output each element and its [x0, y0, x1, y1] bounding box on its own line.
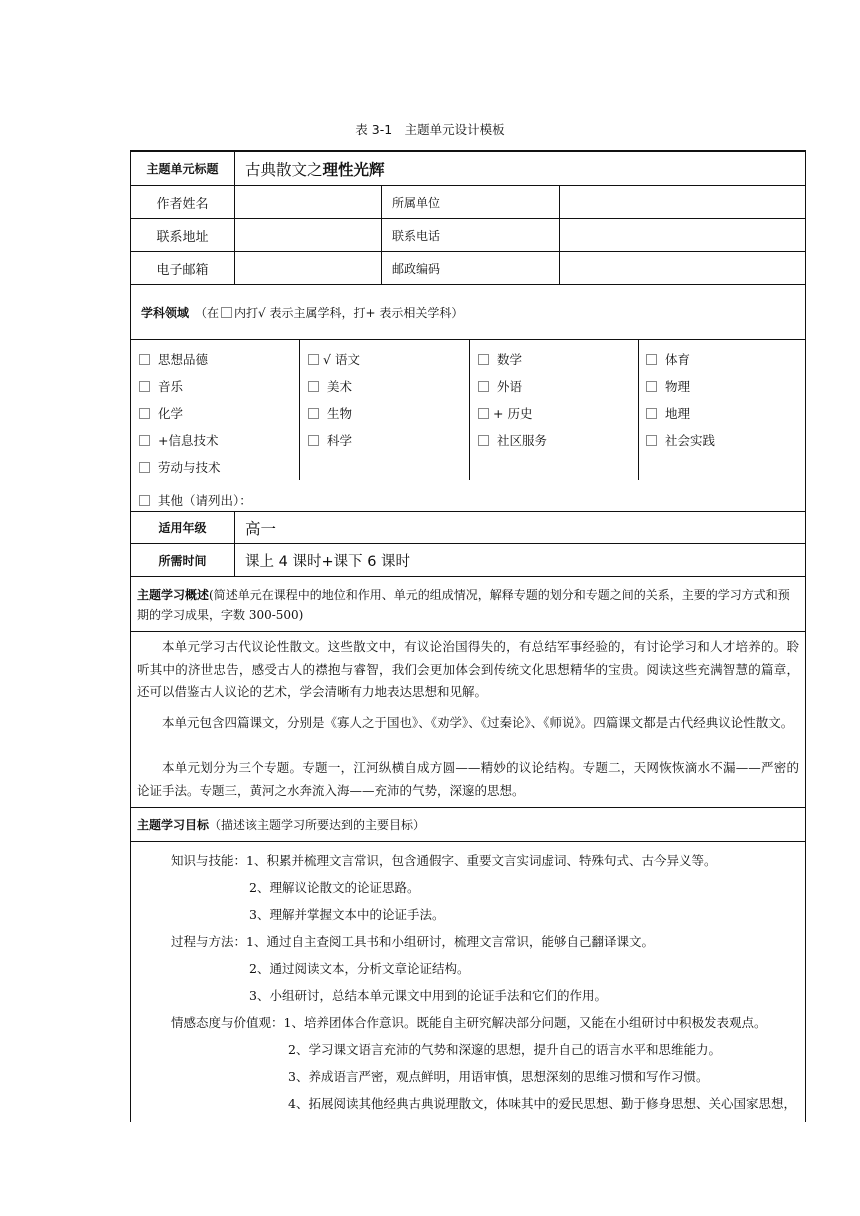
checkbox-icon[interactable]	[308, 354, 319, 365]
subject-label: 学科领域	[141, 305, 190, 320]
email-field[interactable]	[234, 252, 381, 284]
checkbox-icon[interactable]	[308, 408, 319, 419]
subject-column-divider	[299, 340, 300, 480]
unit-field[interactable]	[559, 186, 805, 218]
info-row-address	[131, 219, 805, 252]
unit-label: 所属单位	[381, 186, 559, 218]
grade-row	[131, 512, 805, 544]
checkbox-icon[interactable]	[308, 381, 319, 392]
checkbox-icon[interactable]	[478, 408, 489, 419]
checkbox-icon[interactable]	[139, 462, 150, 473]
overview-label: 主题学习概述	[137, 588, 210, 602]
time-value: 课上 4 课时+课下 6 课时	[234, 544, 805, 576]
subject-column-divider	[469, 340, 470, 480]
subject-column-divider	[638, 340, 639, 480]
phone-field[interactable]	[559, 219, 805, 251]
objectives-desc: （描述该主题学习所要达到的主要目标）	[209, 818, 426, 832]
subject-other[interactable]: 其他（请列出）：	[139, 491, 252, 509]
overview-paragraph: 本单元学习古代议论性散文。这些散文中，有议论治国得失的，有总结军事经验的，有讨论学习和人才培养的。聆听其中的济世忠告，感受古人的襟抱与睿智，我们会更加体会到传统文化思想精华的宝贵。阅读这些充满智慧的篇章，还可以借鉴古人议论的艺术，学会清晰有力地表达思想和见解。	[137, 639, 799, 699]
time-row	[131, 544, 805, 577]
subject-item[interactable]: 社会实践	[646, 431, 715, 449]
subject-item[interactable]: 物理	[646, 377, 690, 395]
checkbox-icon[interactable]	[478, 435, 489, 446]
title-value-plain: 古典散文之	[245, 160, 323, 179]
overview-paragraph: 本单元划分为三个专题。专题一，江河纵横自成方圆——精妙的议论结构。专题二，天网恢恢滴水不漏——严密的论证手法。专题三，黄河之水奔流入海——充沛的气势，深邃的思想。	[137, 760, 799, 798]
subject-item[interactable]: 生物	[308, 404, 352, 422]
objectives-body	[131, 842, 805, 1122]
subject-note-b: 内打√ 表示主属学科，打+ 表示相关学科）	[234, 305, 464, 320]
subject-item[interactable]: 社区服务	[478, 431, 547, 449]
overview-desc: (简述单元在课程中的地位和作用、单元的组成情况，解释专题的划分和专题之间的关系，主要的学习方式和预期的学习成果，字数 300-500)	[137, 588, 790, 622]
checkbox-icon[interactable]	[646, 408, 657, 419]
info-row-email	[131, 252, 805, 285]
checkbox-icon[interactable]	[139, 354, 150, 365]
address-label: 联系地址	[156, 229, 209, 245]
checkbox-icon[interactable]	[139, 381, 150, 392]
author-field[interactable]	[234, 186, 381, 218]
checkbox-icon[interactable]	[646, 381, 657, 392]
overview-header	[137, 585, 799, 625]
objective-line: 3、理解并掌握文本中的论证手法。	[249, 907, 445, 922]
overview-body	[131, 632, 805, 808]
checkbox-icon[interactable]	[308, 435, 319, 446]
subject-note-a: （在	[195, 305, 220, 320]
checkbox-icon[interactable]	[139, 408, 150, 419]
checkbox-icon[interactable]	[478, 381, 489, 392]
zip-label: 邮政编码	[381, 252, 559, 284]
author-label: 作者姓名	[156, 196, 209, 212]
subject-item[interactable]: +信息技术	[139, 431, 218, 449]
subject-item[interactable]: 外语	[478, 377, 522, 395]
title-row	[131, 152, 805, 186]
checkbox-icon[interactable]	[478, 354, 489, 365]
objective-line: 2、通过阅读文本，分析文章论证结构。	[249, 961, 470, 976]
subject-item[interactable]: 音乐	[139, 377, 183, 395]
zip-field[interactable]	[559, 252, 805, 284]
checkbox-icon	[221, 307, 232, 318]
subject-item[interactable]: 美术	[308, 377, 352, 395]
checkbox-icon[interactable]	[646, 354, 657, 365]
subject-item[interactable]: 化学	[139, 404, 183, 422]
title-label: 主题单元标题	[146, 162, 219, 176]
title-value	[234, 152, 805, 185]
subject-item[interactable]: 思想品德	[139, 350, 208, 368]
subject-header	[131, 285, 805, 339]
subject-grid	[131, 340, 805, 512]
address-field[interactable]	[234, 219, 381, 251]
title-value-bold: 理性光辉	[322, 160, 385, 179]
subject-header-row	[131, 285, 805, 340]
objective-line: 2、理解议论散文的论证思路。	[249, 880, 420, 895]
objective-line: 4、拓展阅读其他经典古典说理散文，体味其中的爱民思想、勤于修身思想、关心国家思想，	[288, 1096, 796, 1111]
overview-paragraph: 本单元包含四篇课文，分别是《寡人之于国也》、《劝学》、《过秦论》、《师说》。四篇课文都是古代经典议论性散文。	[162, 715, 794, 730]
checkbox-icon[interactable]	[139, 495, 150, 506]
checkbox-icon[interactable]	[139, 435, 150, 446]
email-label: 电子邮箱	[156, 262, 209, 278]
subject-item[interactable]: 科学	[308, 431, 352, 449]
subject-item[interactable]: + 历史	[478, 404, 532, 422]
phone-label: 联系电话	[381, 219, 559, 251]
objective-line: 3、养成语言严密，观点鲜明，用语审慎，思想深刻的思维习惯和写作习惯。	[288, 1069, 709, 1084]
objective-line: 3、小组研讨，总结本单元课文中用到的论证手法和它们的作用。	[249, 988, 607, 1003]
objectives-header	[137, 808, 797, 841]
subject-item[interactable]: √ 语文	[308, 350, 360, 368]
objective-line: 情感态度与价值观：1、培养团体合作意识。既能自主研究解决部分问题，又能在小组研讨中积极发表观点。	[171, 1015, 767, 1030]
objectives-label: 主题学习目标	[137, 818, 210, 832]
grade-value: 高一	[234, 512, 805, 543]
objective-line: 知识与技能：1、积累并梳理文言常识，包含通假字、重要文言实词虚词、特殊句式、古今异义等。	[171, 853, 717, 868]
subject-item[interactable]: 地理	[646, 404, 690, 422]
objective-line: 过程与方法：1、通过自主查阅工具书和小组研讨，梳理文言常识，能够自己翻译课文。	[171, 934, 654, 949]
subject-item[interactable]: 数学	[478, 350, 522, 368]
time-label: 所需时间	[158, 553, 207, 568]
subject-item[interactable]: 劳动与技术	[139, 458, 221, 476]
grade-label: 适用年级	[158, 521, 207, 535]
table-caption: 表 3-1 主题单元设计模板	[355, 122, 505, 137]
design-template-table	[130, 150, 806, 1122]
overview-header-row	[131, 577, 805, 632]
info-row-author	[131, 186, 805, 219]
objective-line: 2、学习课文语言充沛的气势和深邃的思想，提升自己的语言水平和思维能力。	[288, 1042, 721, 1057]
objectives-header-row	[131, 808, 805, 842]
checkbox-icon[interactable]	[646, 435, 657, 446]
subject-item[interactable]: 体育	[646, 350, 690, 368]
